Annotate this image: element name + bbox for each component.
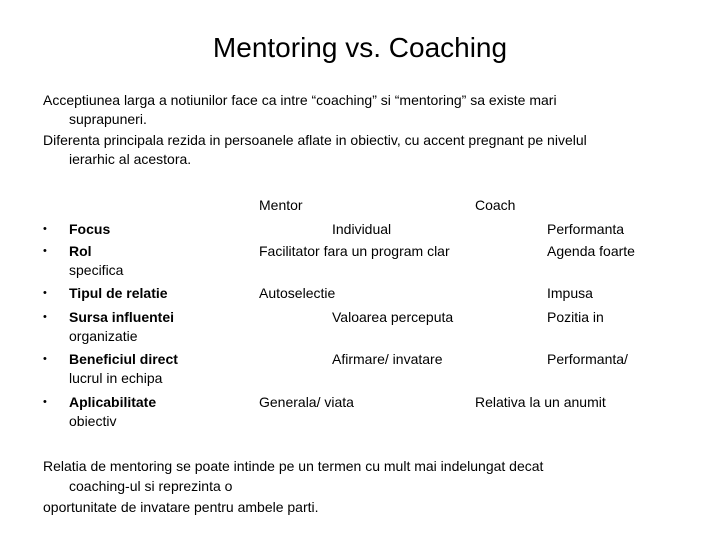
row-mentor-tipul-de-relatie: Autoselectie <box>259 285 336 301</box>
row-label-sursa-influentei-continuation: organizatie <box>69 328 138 344</box>
row-mentor-rol: Facilitator fara un program clar <box>259 243 450 259</box>
intro-paragraph-1-line-2: suprapuneri. <box>69 111 147 127</box>
bullet-glyph: • <box>43 287 47 299</box>
bullet-glyph: • <box>43 311 47 323</box>
bullet-glyph: • <box>43 353 47 365</box>
row-label-beneficiul-direct-continuation: lucrul in echipa <box>69 370 163 386</box>
column-header-mentor: Mentor <box>259 197 303 213</box>
row-coach-rol: Agenda foarte <box>547 243 635 259</box>
row-mentor-aplicabilitate: Generala/ viata <box>259 394 354 410</box>
bullet-glyph: • <box>43 245 47 257</box>
row-mentor-focus: Individual <box>332 221 392 237</box>
row-label-sursa-influentei: Sursa influentei <box>69 309 175 325</box>
row-label-tipul-de-relatie: Tipul de relatie <box>69 285 168 301</box>
intro-paragraph-1-line-1: Acceptiunea larga a notiunilor face ca intre “coaching” si “mentoring” sa existe mari <box>43 92 557 108</box>
row-mentor-beneficiul-direct: Afirmare/ invatare <box>332 351 443 367</box>
row-coach-tipul-de-relatie: Impusa <box>547 285 593 301</box>
row-label-rol: Rol <box>69 243 92 259</box>
row-coach-sursa-influentei: Pozitia in <box>547 309 604 325</box>
closing-line-2: coaching-ul si reprezinta o <box>69 478 233 494</box>
row-mentor-sursa-influentei: Valoarea perceputa <box>332 309 454 325</box>
intro-paragraph-2-line-1: Diferenta principala rezida in persoanele aflate in obiectiv, cu accent pregnant pe nivelul <box>43 132 587 148</box>
intro-paragraph-2-line-2: ierarhic al acestora. <box>69 151 192 167</box>
row-coach-aplicabilitate: Relativa la un anumit <box>475 394 606 410</box>
row-label-aplicabilitate-continuation: obiectiv <box>69 413 117 429</box>
row-label-focus: Focus <box>69 221 111 237</box>
row-coach-focus: Performanta <box>547 221 625 237</box>
bullet-glyph: • <box>43 223 47 235</box>
row-coach-beneficiul-direct: Performanta/ <box>547 351 628 367</box>
row-label-rol-continuation: specifica <box>69 262 124 278</box>
row-label-aplicabilitate: Aplicabilitate <box>69 394 157 410</box>
row-label-beneficiul-direct: Beneficiul direct <box>69 351 178 367</box>
bullet-glyph: • <box>43 396 47 408</box>
closing-line-1: Relatia de mentoring se poate intinde pe un termen cu mult mai indelungat decat <box>43 458 544 474</box>
slide-title: Mentoring vs. Coaching <box>212 32 508 63</box>
column-header-coach: Coach <box>475 197 516 213</box>
closing-line-3: oportunitate de invatare pentru ambele parti. <box>43 499 319 515</box>
